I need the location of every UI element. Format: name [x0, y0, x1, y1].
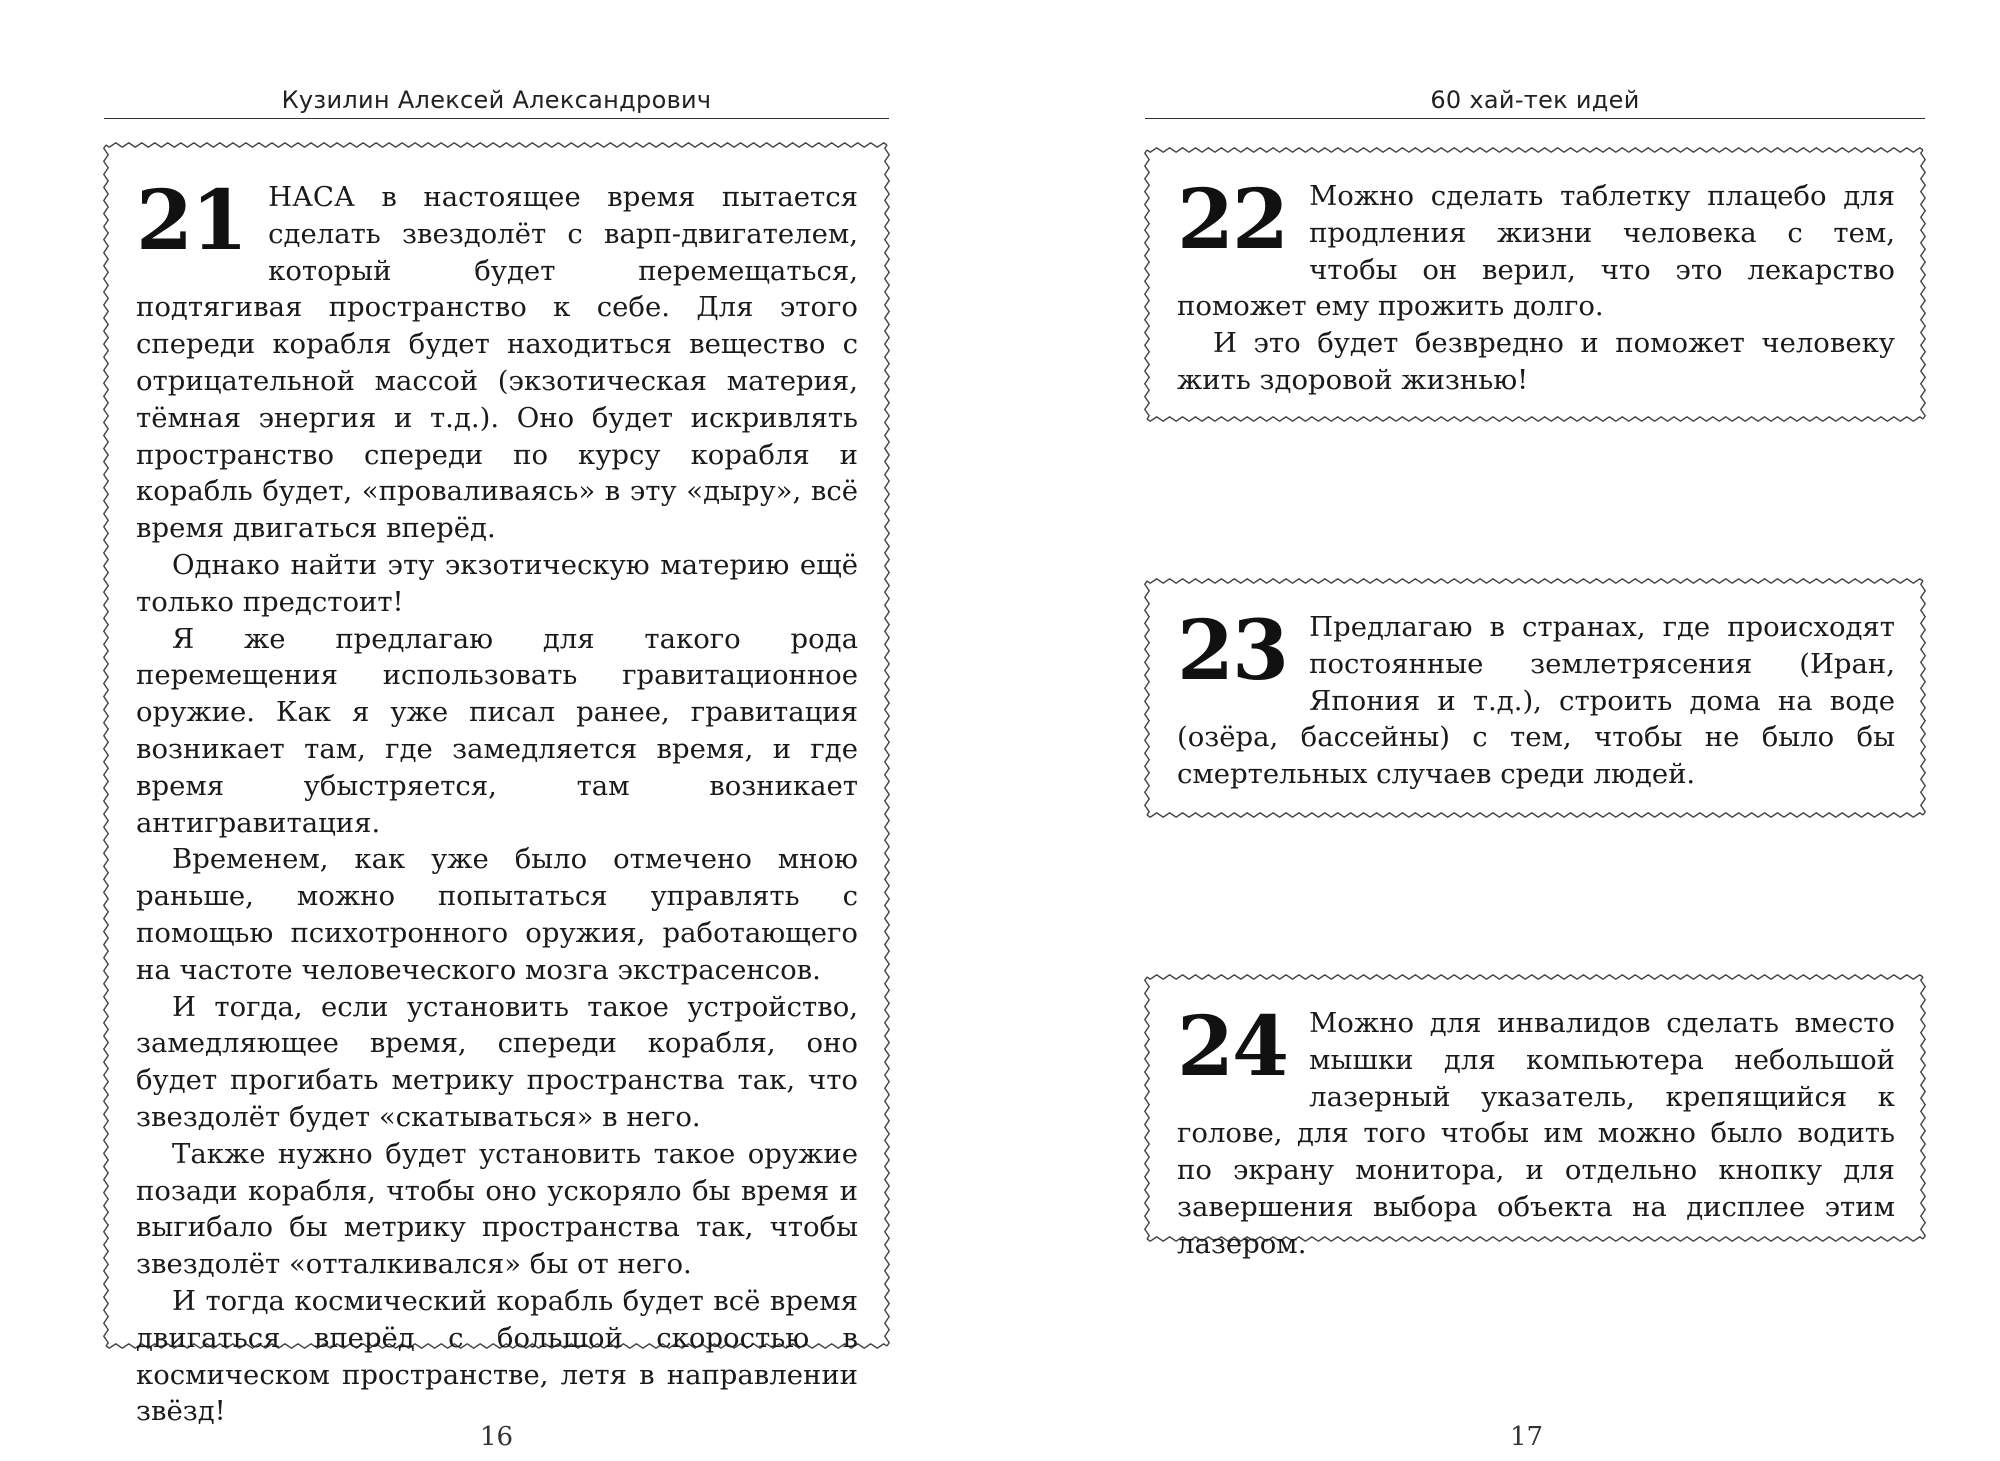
- frame-edge: [1147, 148, 1923, 152]
- page-number: 16: [480, 1422, 514, 1452]
- idea-paragraph: Также нужно будет установить такое оружие позади корабля, чтобы оно ускоряло бы время и выгибало бы метрику пространства так, чтобы звездолёт «отталкивался» бы от него.: [136, 1137, 858, 1281]
- frame-edge: [1145, 977, 1149, 1239]
- idea-number: 21: [136, 173, 247, 269]
- idea-box-23: [1145, 579, 1925, 817]
- running-head-title: 60 хай-тек идей: [1430, 86, 1640, 114]
- header-rule: [1145, 118, 1925, 119]
- frame-edge: [1147, 417, 1923, 421]
- idea-paragraph: И это будет безвредно и поможет человеку жить здоровой жизнью!: [1177, 327, 1895, 396]
- idea-paragraph: Можно сделать таблетку плацебо для продления жизни человека с тем, чтобы он верил, что это лекарство поможет ему прожить долго.: [1177, 180, 1895, 323]
- idea-number: 23: [1177, 603, 1288, 699]
- header-rule: [104, 118, 889, 119]
- idea-paragraph: Однако найти эту экзотическую материю ещё только предстоит!: [136, 548, 858, 618]
- frame-edge: [1147, 975, 1923, 979]
- idea-number: 22: [1177, 172, 1288, 268]
- page-number: 17: [1510, 1422, 1544, 1452]
- frame-edge: [1921, 977, 1925, 1239]
- frame-edge: [1921, 581, 1925, 815]
- frame-edge: [1145, 581, 1149, 815]
- idea-paragraph: И тогда космический корабль будет всё время двигаться вперёд с большой скоростью в космическом пространстве, летя в направлении звёзд!: [136, 1284, 858, 1428]
- idea-paragraph: Временем, как уже было отмечено мною раньше, можно попытаться управлять с помощью психотронного оружия, работающего на частоте человеческого мозга экстрасенсов.: [136, 843, 858, 986]
- frame-edge: [1147, 579, 1923, 583]
- frame-edge: [1145, 150, 1149, 419]
- idea-number: 24: [1177, 999, 1288, 1095]
- frame-edge: [106, 143, 887, 147]
- idea-paragraph: Можно для инвалидов сделать вместо мышки для компьютера небольшой лазерный указатель, крепящийся к голове, для того чтобы им можно было водить по экрану монитора, и отдельно кнопку для завершения выбора объекта на дисплее этим лазером.: [1177, 1007, 1895, 1260]
- frame-edge: [1921, 150, 1925, 419]
- idea-box-21: [104, 143, 889, 1428]
- frame-edge: [1147, 813, 1923, 817]
- frame-edge: [104, 145, 108, 1346]
- idea-paragraph: Я же предлагаю для такого рода перемещения использовать гравитационное оружие. Как я уже писал ранее, гравитация возникает там, где замедляется время, и где время убыстряется, там возникает антигравитация.: [136, 622, 858, 839]
- running-head-author: Кузилин Алексей Александрович: [281, 86, 712, 114]
- idea-paragraph: И тогда, если установить такое устройство, замедляющее время, спереди корабля, оно будет прогибать метрику пространства так, что звездолёт будет «скатываться» в него.: [136, 990, 858, 1133]
- idea-box-24: [1145, 975, 1925, 1260]
- idea-paragraph: НАСА в настоящее время пытается сделать звездолёт с варп-двигателем, который будет перемещаться, подтягивая пространство к себе. Для этого спереди корабля будет находиться вещество с отрицательной массой (экзотическая материя, тёмная энергия и т.д.). Оно будет искривлять пространство спереди по курсу корабля и корабль будет, «проваливаясь» в эту «дыру», всё время двигаться вперёд.: [136, 181, 858, 545]
- frame-edge: [885, 145, 889, 1346]
- idea-box-22: [1145, 148, 1925, 421]
- idea-paragraph: Предлагаю в странах, где происходят постоянные землетрясения (Иран, Япония и т.д.), строить дома на воде (озёра, бассейны) с тем, чтобы не было бы смертельных случаев среди людей.: [1177, 611, 1895, 791]
- right-page: [1000, 0, 2000, 1461]
